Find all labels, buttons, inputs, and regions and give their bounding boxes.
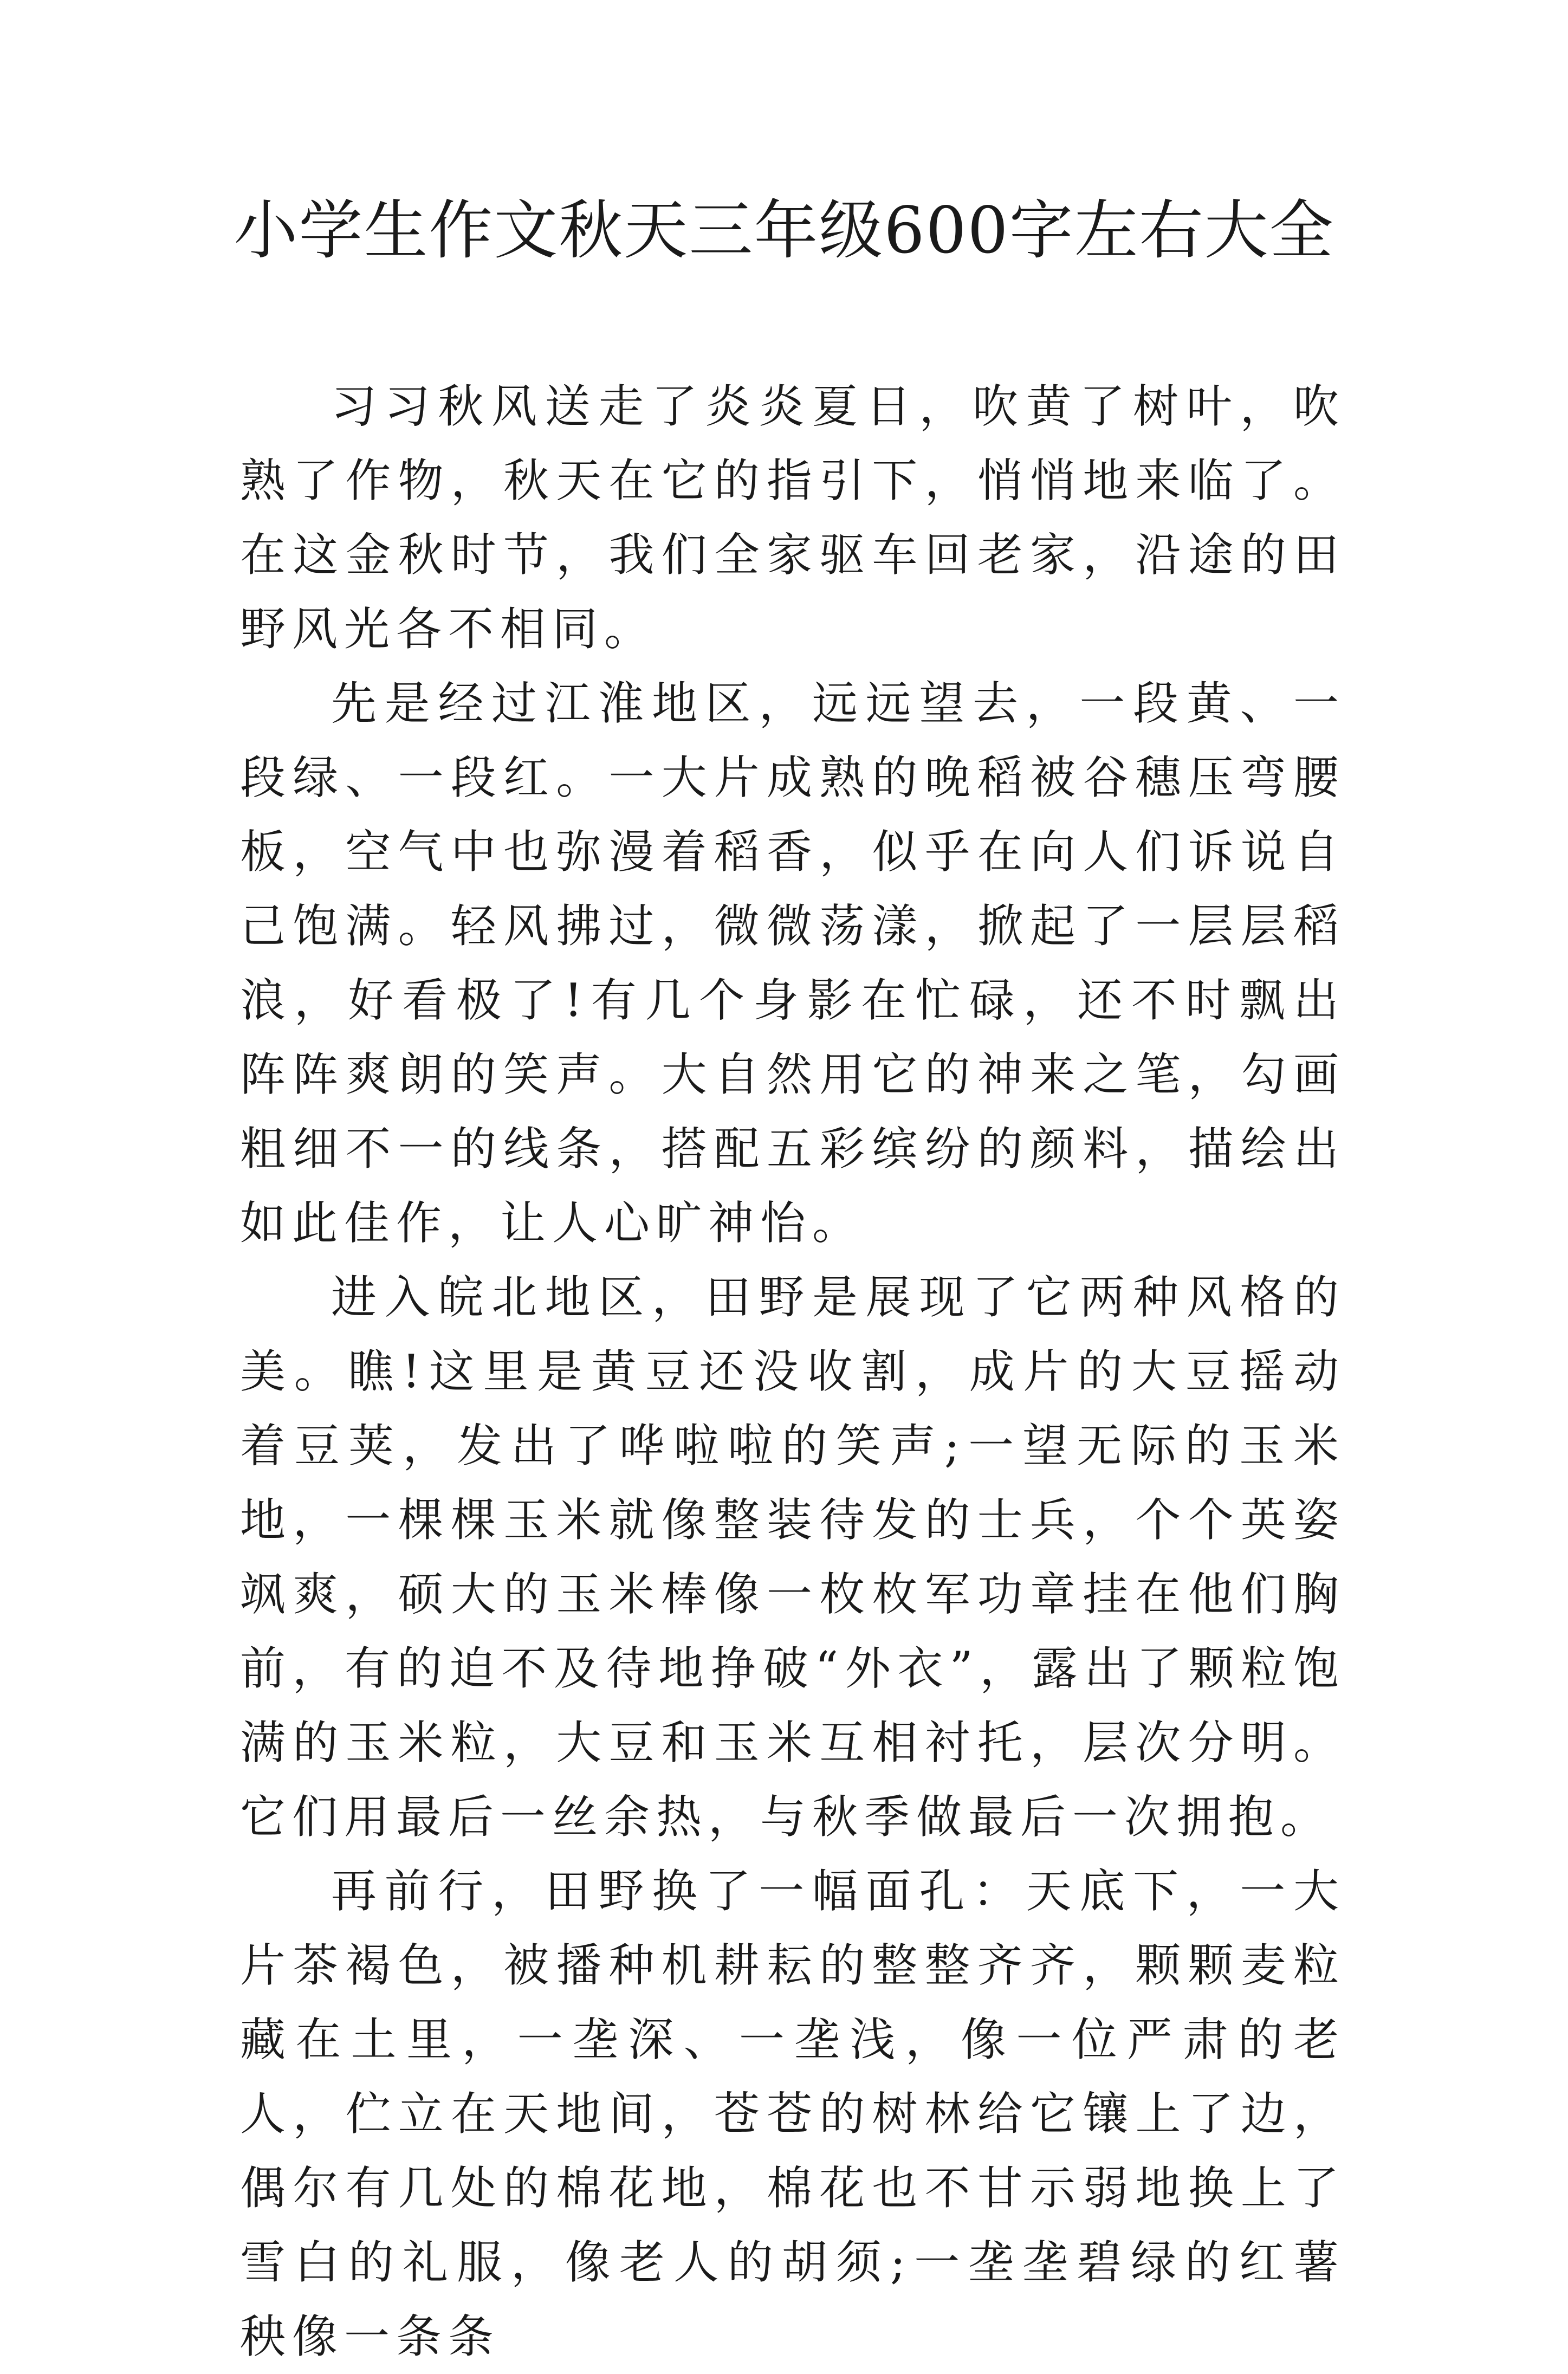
paragraph-1: 习习秋风送走了炎炎夏日，吹黄了树叶，吹熟了作物，秋天在它的指引下，悄悄地来临了。在这金秋时节，我们全家驱车回老家，沿途的田野风光各不相同。 [240, 380, 1345, 656]
document-body [240, 370, 1345, 2374]
paragraph-2: 先是经过江淮地区，远远望去，一段黄、一段绿、一段红。一大片成熟的晚稻被谷穗压弯腰板，空气中也弥漫着稻香，似乎在向人们诉说自己饱满。轻风拂过，微微荡漾，掀起了一层层稻浪，好看极了!有几个身影在忙碌，还不时飘出阵阵爽朗的笑声。大自然用它的神来之笔，勾画粗细不一的线条，搭配五彩缤纷的颜料，描绘出如此佳作，让人心旷神怡。 [240, 677, 1345, 1250]
paragraph-4: 再前行，田野换了一幅面孔：天底下，一大片茶褐色，被播种机耕耘的整整齐齐，颗颗麦粒藏在土里，一垄深、一垄浅，像一位严肃的老人，伫立在天地间，苍苍的树林给它镶上了边，偶尔有几处的棉花地，棉花也不甘示弱地换上了雪白的礼服，像老人的胡须;一垄垄碧绿的红薯秧像一条条 [240, 1865, 1345, 2363]
paragraph-3: 进入皖北地区，田野是展现了它两种风格的美。瞧!这里是黄豆还没收割，成片的大豆摇动着豆荚，发出了哗啦啦的笑声;一望无际的玉米地，一棵棵玉米就像整装待发的士兵，个个英姿飒爽，硕大的玉米棒像一枚枚军功章挂在他们胸前，有的迫不及待地挣破“外衣”，露出了颗粒饱满的玉米粒，大豆和玉米互相衬托，层次分明。它们用最后一丝余热，与秋季做最后一次拥抱。 [240, 1271, 1345, 1843]
document-title: 小学生作文秋天三年级600字左右大全 [234, 193, 1334, 268]
